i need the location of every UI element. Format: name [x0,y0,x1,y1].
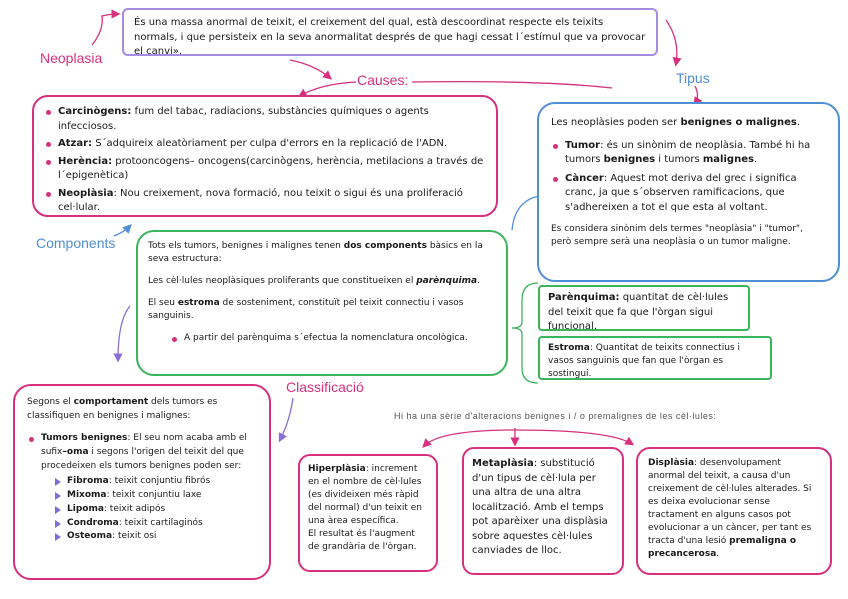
benign-type-item: Condroma: teixit cartilaginós [53,517,257,531]
definition-text: És una massa anormal de teixit, el creixement del qual, està descoordinat respecte els teixits normals, i que persisteix en la seva anormalitat després de que hagi cessat l´estímul que va provocar el canvi». [134,17,646,57]
cause-item: Herència: protooncogens– oncogens(carcinògens, herència, metilacions a través de l´epigenètica) [44,155,486,184]
bracket-components [512,283,538,383]
heading-neoplasia: Neoplasia [40,50,103,66]
classificacio-box [13,384,271,580]
components-p3: El seu estroma de sosteniment, constituït pel teixit connectiu i vasos sanguinis. [148,298,464,322]
arrow-alteracions-left [424,430,515,446]
tipus-footer: Es considera sinònim dels termes "neoplàsia" i "tumor", però sempre serà una neoplàsia o un tumor maligne. [551,224,803,248]
heading-components: Components [36,235,116,251]
heading-classificacio: Classificació [286,379,364,395]
cause-item: Neoplàsia: Nou creixement, nova formació, nou teixit o sigui és una proliferació cel·lular. [44,187,486,216]
arrow-components-classificacio [118,306,130,360]
heading-tipus: Tipus [676,70,710,86]
estroma-box: Estroma: Quantitat de teixits connectius i vasos sanguinis que fan que l'òrgan es sostingui. [538,336,772,380]
arrow-definition-tipus [666,20,677,64]
definition-box [122,8,658,56]
tipus-tumor: Tumor: és un sinònim de neoplàsia. També hi ha tumors benignes i tumors malignes. [551,139,826,168]
displasia-box: Displàsia: desenvolupament anormal del teixit, a causa d'un creixement de cèl·lules alterades. Si es deixa evolucionar sense tractament en alguns casos pot evolucionar a un càncer, per tant es tracta d'una lesió premaligna o precancerosa. [636,447,832,575]
components-p2: Les cèl·lules neoplàsiques proliferants que constitueixen el parènquima. [148,276,480,287]
causes-box [32,95,498,217]
classificacio-benign: Tumors benignes: El seu nom acaba amb el sufix–oma i segons l'origen del teixit del que procedeixen els tumors benignes poden ser: Fibroma: teixit conjuntiu fibrós Mixoma: teixit conjuntiu laxe Lipoma: teixit adipós Condroma: teixit cartilaginós Osteoma: teixit osi [27,432,257,545]
benign-type-item: Lipoma: teixit adipós [53,503,257,517]
benign-type-item: Osteoma: teixit osi [53,530,257,544]
benign-type-item: Mixoma: teixit conjuntiu laxe [53,489,257,503]
arrow-tipus-components [512,196,540,230]
components-p1: Tots els tumors, benignes i malignes tenen dos components bàsics en la seva estructura: [148,241,483,265]
arrow-neoplasia-definition [92,14,118,45]
arrow-definition-causes [290,60,330,78]
arrow-causes-box [300,82,356,96]
arrow-classificacio-box [280,398,293,440]
arrow-alteracions-right [515,430,632,444]
arrow-components [114,226,130,236]
benign-type-item: Fibroma: teixit conjuntiu fibrós [53,475,257,489]
tipus-intro: Les neoplàsies poden ser benignes o malignes. [551,117,801,128]
arrow-causes-right [412,82,612,88]
heading-alteracions: Hi ha una sèrie d'alteracions benignes i / o premalignes de les cèl·lules: [394,411,717,421]
heading-causes: Causes: [357,72,409,88]
tipus-box [537,102,840,282]
cause-item: Carcinògens: fum del tabac, radiacions, substàncies químiques o agents infecciosos. [44,105,486,134]
cause-item: Atzar: S´adquireix aleatòriament per culpa d'errors en la replicació de l'ADN. [44,137,486,152]
components-box [136,230,508,376]
hiperplasia-box: Hiperplàsia: increment en el nombre de cèl·lules (es divideixen més ràpid del normal) d'un teixit en una àrea específica. El resultat és l'augment de grandària de l'òrgan. [298,454,438,572]
tipus-cancer: Càncer: Aquest mot deriva del grec i significa cranc, ja que s´observen ramificacions, que s'adhereixen a tot el que esta al voltant. [551,172,826,216]
parenquima-box: Parènquima: quantitat de cèl·lules del teixit que fa que l'òrgan sigui funcional. [538,285,750,331]
components-bullet: A partir del parènquima s´efectua la nomenclatura oncològica. [170,332,496,345]
metaplasia-box: Metaplàsia: substitució d'un tipus de cèl·lula per una altra de una altra localització. Amb el temps pot aparèixer una displàsia sobre aquestes cèl·lules canviades de lloc. [462,447,624,575]
classificacio-intro: Segons el comportament dels tumors es classifiquen en benignes i malignes: [27,397,218,421]
